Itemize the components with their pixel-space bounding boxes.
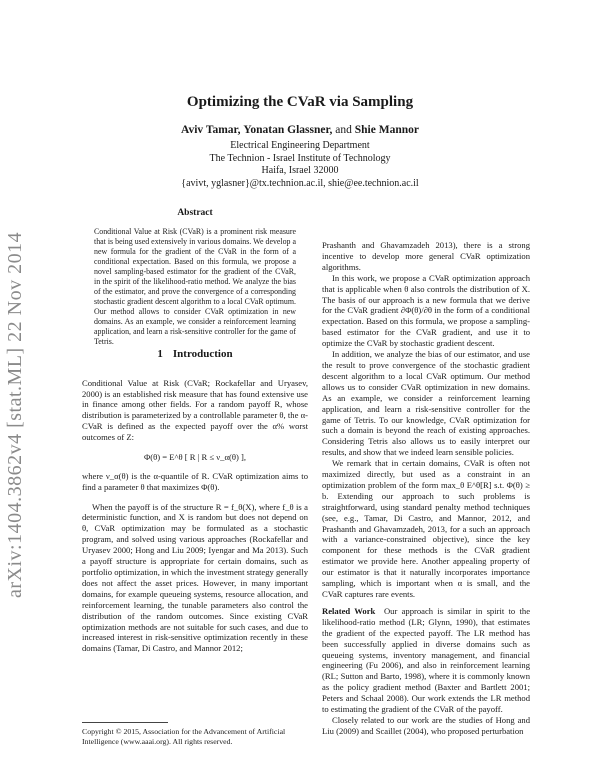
intro-paragraph-2: where ν_α(θ) is the α-quantile of R. CVaR optimization aims to find a parameter θ that maximizes Φ(θ). [82,471,308,493]
section-heading [82,348,308,360]
copyright-notice: Copyright © 2015, Association for the Advancement of Artificial Intelligence (www.aaai.org). All rights reserved. [82,727,286,746]
author-1: Aviv Tamar, [181,124,241,136]
affiliation-address: Haifa, Israel 32000 [261,165,339,176]
author-3: Shie Mannor [354,124,419,136]
affiliation-institute: The Technion - Israel Institute of Technology [209,152,391,164]
footnote-divider [82,722,168,723]
right-paragraph-2: In addition, we analyze the bias of our estimator, and use the result to prove convergence of the stochastic gradient descent algorithm to a local CVaR optimum. Our method allows us to consider CVaR optimization in new domains. As an example, we consider a reinforcement learning application, and learn a risk-sensitive controller for the game of Tetris. To our knowledge, CVaR optimization for such a domain is beyond the reach of existing approaches. Considering Tetris also allows us to easily interpret our results, and show that we indeed learn sensible policies. [322,349,530,458]
right-paragraph-5: Closely related to our work are the studies of Hong and Liu (2009) and Scaillet (2004), who proposed perturbation [322,714,530,736]
related-work-text: Our approach is similar in spirit to the likelihood-ratio method (LR; Glynn, 1990), that estimates the gradient of the expected payoff. The LR method has been successfully applied in diverse domains such as queueing systems, inventory management, and financial engineering (Fu 2006), and also in reinforcement learning (RL; Sutton and Barto, 1998), where it is commonly known as the policy gradient method (Baxter and Bartlett 2001; Peters and Schaal 2008). Our work extends the LR method to estimating the gradient of the CVaR of the payoff. [322,605,531,715]
intro-column [82,369,308,663]
author-2: Yonatan Glassner, [243,124,333,136]
right-column [322,240,530,737]
affiliation-emails: {avivt, yglasner}@tx.technion.ac.il, shie@ee.technion.ac.il [181,177,419,189]
right-paragraph-0: Prashanth and Ghavamzadeh 2013), there is a strong incentive to develop more general CVaR optimization algorithms. [322,240,530,272]
section-number: 1 [157,348,163,360]
paper-title: Optimizing the CVaR via Sampling [186,94,414,110]
arxiv-identifier: arXiv:1404.3862v4 [stat.ML] 22 Nov 2014 [4,231,26,598]
author-list [0,124,600,136]
right-paragraph-3: We remark that in certain domains, CVaR is often not maximized directly, but used as a constraint in an optimization problem of the form max_θ E^θ[R] s.t. Φ(θ) ≥ b. Extending our approach to such problems is straightforward, using standard penalty method techniques (see, e.g., Tamar, Di Castro, and Mannor, 2012, and Prashanth and Ghavamzadeh, 2013, for a such an approach with a variance-constrained objective), since the key component for these methods is the CVaR gradient estimator we provide here. Another appealing property of our estimator is that it naturally incorporates importance sampling, which is important when α is small, and the CVaR captures rare events. [322,458,530,599]
affiliation-block [0,140,600,190]
cvar-equation: Φ(θ) = E^θ [ R | R ≤ ν_α(θ) ], [143,451,246,462]
abstract-text: Conditional Value at Risk (CVaR) is a prominent risk measure that is being used extensively in various domains. We develop a new formula for the gradient of the CVaR in the form of a conditional expectation. Based on this formula, we propose a novel sampling-based estimator for the gradient of the CVaR, in the spirit of the likelihood-ratio method. We analyze the bias of the estimator, and prove the convergence of a corresponding stochastic gradient descent algorithm to a local CVaR optimum. Our method allows to consider CVaR optimization in new domains. As an example, we consider a reinforcement learning application, and learn a risk-sensitive controller for the game of Tetris. [94,227,296,346]
author-conjunction: and [335,124,352,136]
related-work-paragraph [322,606,530,715]
section-title: Introduction [172,348,233,360]
affiliation-department: Electrical Engineering Department [230,140,370,151]
related-work-heading: Related Work [322,605,376,616]
intro-paragraph-3: When the payoff is of the structure R = f_θ(X), where f_θ is a deterministic function, and X is random but does not depend on θ, CVaR optimization may be formulated as a stochastic program, and solved using various approaches (Rockafellar and Uryasev 2000; Hong and Liu 2009; Iyengar and Ma 2013). Such a payoff structure is appropriate for certain domains, such as portfolio optimization, in which the investment strategy generally does not affect the asset prices. However, in many important domains, for example queueing systems, resource allocation, and reinforcement learning, the tunable parameters also control the distribution of the random outcomes. Since existing CVaR optimization methods are not suitable for such cases, and due to increased interest in risk-sensitive optimization recently in these domains (Tamar, Di Castro, and Mannor 2012; [82,501,308,654]
abstract-heading: Abstract [177,208,213,218]
right-paragraph-1: In this work, we propose a CVaR optimization approach that is applicable when θ also controls the distribution of X. The basis of our approach is a new formula that we derive for the CVaR gradient ∂Φ(θ)/∂θ in the form of a conditional expectation. Based on this formula, we propose a sampling-based estimator for the CVaR gradient, and use it to optimize the CVaR by stochastic gradient descent. [322,272,530,349]
intro-paragraph-1: Conditional Value at Risk (CVaR; Rockafellar and Uryasev, 2000) is an established risk measure that has found extensive use in finance among other fields. For a random payoff R, whose distribution is parameterized by a controllable parameter θ, the α-CVaR is defined as the expected payoff over the α% worst outcomes of Z: [82,377,308,443]
